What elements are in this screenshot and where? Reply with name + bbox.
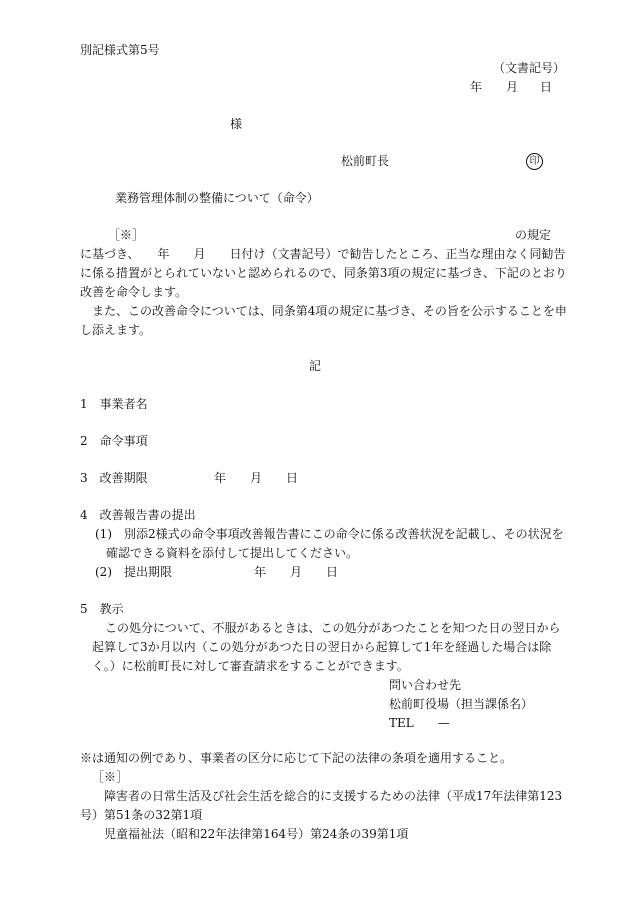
- item-3-date: 年 月 日: [214, 471, 299, 485]
- item-5-line2: 起算して3か月以内（この処分があつた日の翌日から起算して1年を経過した場合は除: [92, 640, 552, 654]
- body-line-6: し添えます。: [80, 323, 152, 337]
- form-label: 別記様式第5号: [80, 43, 160, 57]
- item-4-sub2-label: (2) 提出期限: [95, 565, 172, 579]
- item-5-line3: く。）に松前町長に対して審査請求をすることができます。: [92, 659, 409, 673]
- item-4-heading: 4 改善報告書の提出: [80, 508, 196, 522]
- body-line-5: また、この改善命令については、同条第4項の規定に基づき、その旨を公示することを申: [80, 304, 567, 318]
- law-reference-tail: の規定: [515, 228, 552, 242]
- subject-title: 業務管理体制の整備について（命令）: [115, 191, 319, 205]
- item-1: 1 事業者名: [80, 397, 148, 411]
- body-line-3: に係る措置がとられていないと認められるので、同条第3項の規定に基づき、下記のとおり: [80, 266, 567, 280]
- body-line-4: 改善を命令します。: [80, 285, 188, 299]
- official-seal: 印: [526, 153, 543, 170]
- footnote-line1: ※は通知の例であり、事業者の区分に応じて下記の法律の条項を適用すること。: [80, 751, 513, 765]
- item-4-sub1-line2: 確認できる資料を添付して提出してください。: [106, 546, 359, 560]
- date-month: 月: [506, 80, 519, 94]
- contact-office: 松前町役場（担当課係名）: [389, 697, 534, 711]
- item-4-sub2-date: 年 月 日: [254, 565, 339, 579]
- law-reference-mark: ［※］: [108, 228, 145, 242]
- document-number: （文書記号）: [493, 61, 566, 75]
- footnote-law1-line1: 障害者の日常生活及び社会生活を総合的に支援するための法律（平成17年法律第123: [104, 789, 563, 803]
- date-year: 年: [470, 80, 483, 94]
- recipient-suffix: 様: [230, 117, 243, 131]
- body-line-2: に基づき、 年 月 日付け（文書記号）で勧告したところ、正当な理由なく同勧告: [80, 247, 566, 261]
- item-2: 2 命令事項: [80, 434, 148, 448]
- issuer-name: 松前町長: [341, 154, 390, 168]
- date-day: 日: [540, 80, 553, 94]
- ki-heading: 記: [309, 359, 322, 373]
- contact-title: 問い合わせ先: [389, 678, 462, 692]
- footnote-law2: 児童福祉法（昭和22年法律第164号）第24条の39第1項: [104, 827, 409, 841]
- item-5-line1: この処分について、不服があるときは、この処分があつたことを知つた日の翌日から: [105, 621, 561, 635]
- item-5-heading: 5 教示: [80, 602, 124, 616]
- footnote-mark: ［※］: [92, 770, 129, 784]
- footnote-law1-line2: 号）第51条の32第1項: [80, 808, 203, 822]
- item-4-sub1-line1: (1) 別添2様式の命令事項改善報告書にこの命令に係る改善状況を記載し、その状況を: [95, 527, 564, 541]
- item-3-label: 3 改善期限: [80, 471, 148, 485]
- contact-tel: TEL —: [389, 716, 450, 730]
